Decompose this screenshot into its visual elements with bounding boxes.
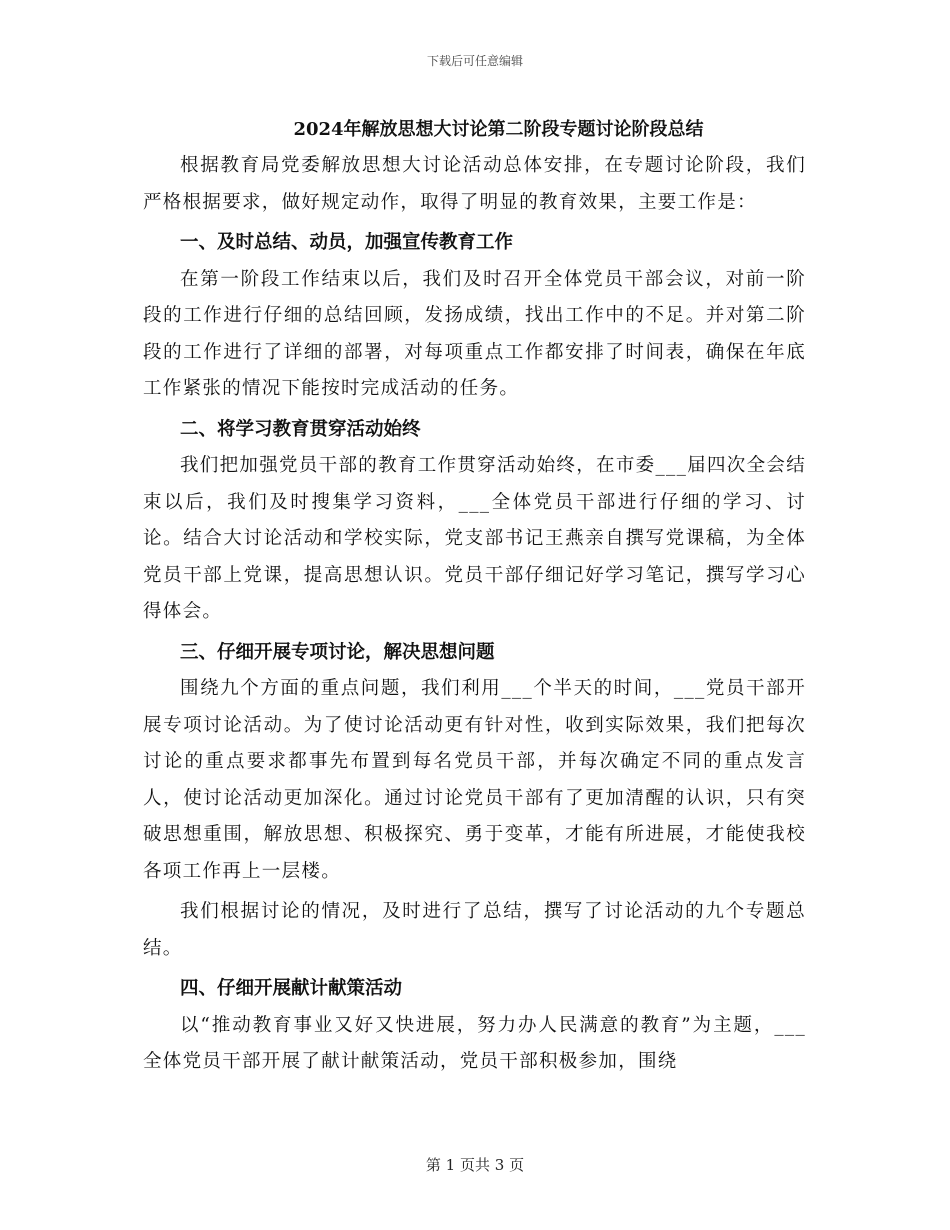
- section-4-heading: 四、仔细开展献计献策活动: [180, 978, 403, 999]
- page-number: 第 1 页共 3 页: [425, 1156, 525, 1174]
- section-2-heading: 二、将学习教育贯穿活动始终: [180, 418, 421, 440]
- section-4-paragraph-1: 以“推动教育事业又好又快进展，努力办人民满意的教育”为主题，___全体党员干部开展了献计献策活动，党员干部积极参加，围绕: [143, 1014, 806, 1072]
- section-3-paragraph-2: 我们根据讨论的情况，及时进行了总结，撰写了讨论活动的九个专题总结。: [143, 901, 806, 959]
- intro-paragraph: 根据教育局党委解放思想大讨论活动总体安排，在专题讨论阶段，我们严格根据要求，做好规定动作，取得了明显的教育效果，主要工作是：: [143, 155, 806, 213]
- section-2-paragraph-1: 我们把加强党员干部的教育工作贯穿活动始终，在市委___届四次全会结束以后，我们及时搜集学习资料，___全体党员干部进行仔细的学习、讨论。结合大讨论活动和学校实际，党支部书记王燕亲自撰写党课稿，为全体党员干部上党课，提高思想认识。党员干部仔细记好学习笔记，撰写学习心得体会。: [143, 455, 806, 622]
- document-body: [143, 112, 806, 1081]
- section-1-paragraph-1: 在第一阶段工作结束以后，我们及时召开全体党员干部会议，对前一阶段的工作进行仔细的总结回顾，发扬成绩，找出工作中的不足。并对第二阶段的工作进行了详细的部署，对每项重点工作都安排了时间表，确保在年底工作紧张的情况下能按时完成活动的任务。: [143, 268, 806, 399]
- header-note: 下载后可任意编辑: [426, 54, 523, 68]
- section-3-paragraph-1: 围绕九个方面的重点问题，我们利用___个半天的时间，___党员干部开展专项讨论活动。为了使讨论活动更有针对性，收到实际效果，我们把每次讨论的重点要求都事先布置到每名党员干部，并每次确定不同的重点发言人，使讨论活动更加深化。通过讨论党员干部有了更加清醒的认识，只有突破思想重围，解放思想、积极探究、勇于变革，才能有所进展，才能使我校各项工作再上一层楼。: [143, 678, 806, 882]
- section-3-heading: 三、仔细开展专项讨论，解决思想问题: [180, 641, 495, 663]
- document-title: 2024年解放思想大讨论第二阶段专题讨论阶段总结: [293, 119, 704, 140]
- section-1-heading: 一、及时总结、动员，加强宣传教育工作: [180, 232, 514, 253]
